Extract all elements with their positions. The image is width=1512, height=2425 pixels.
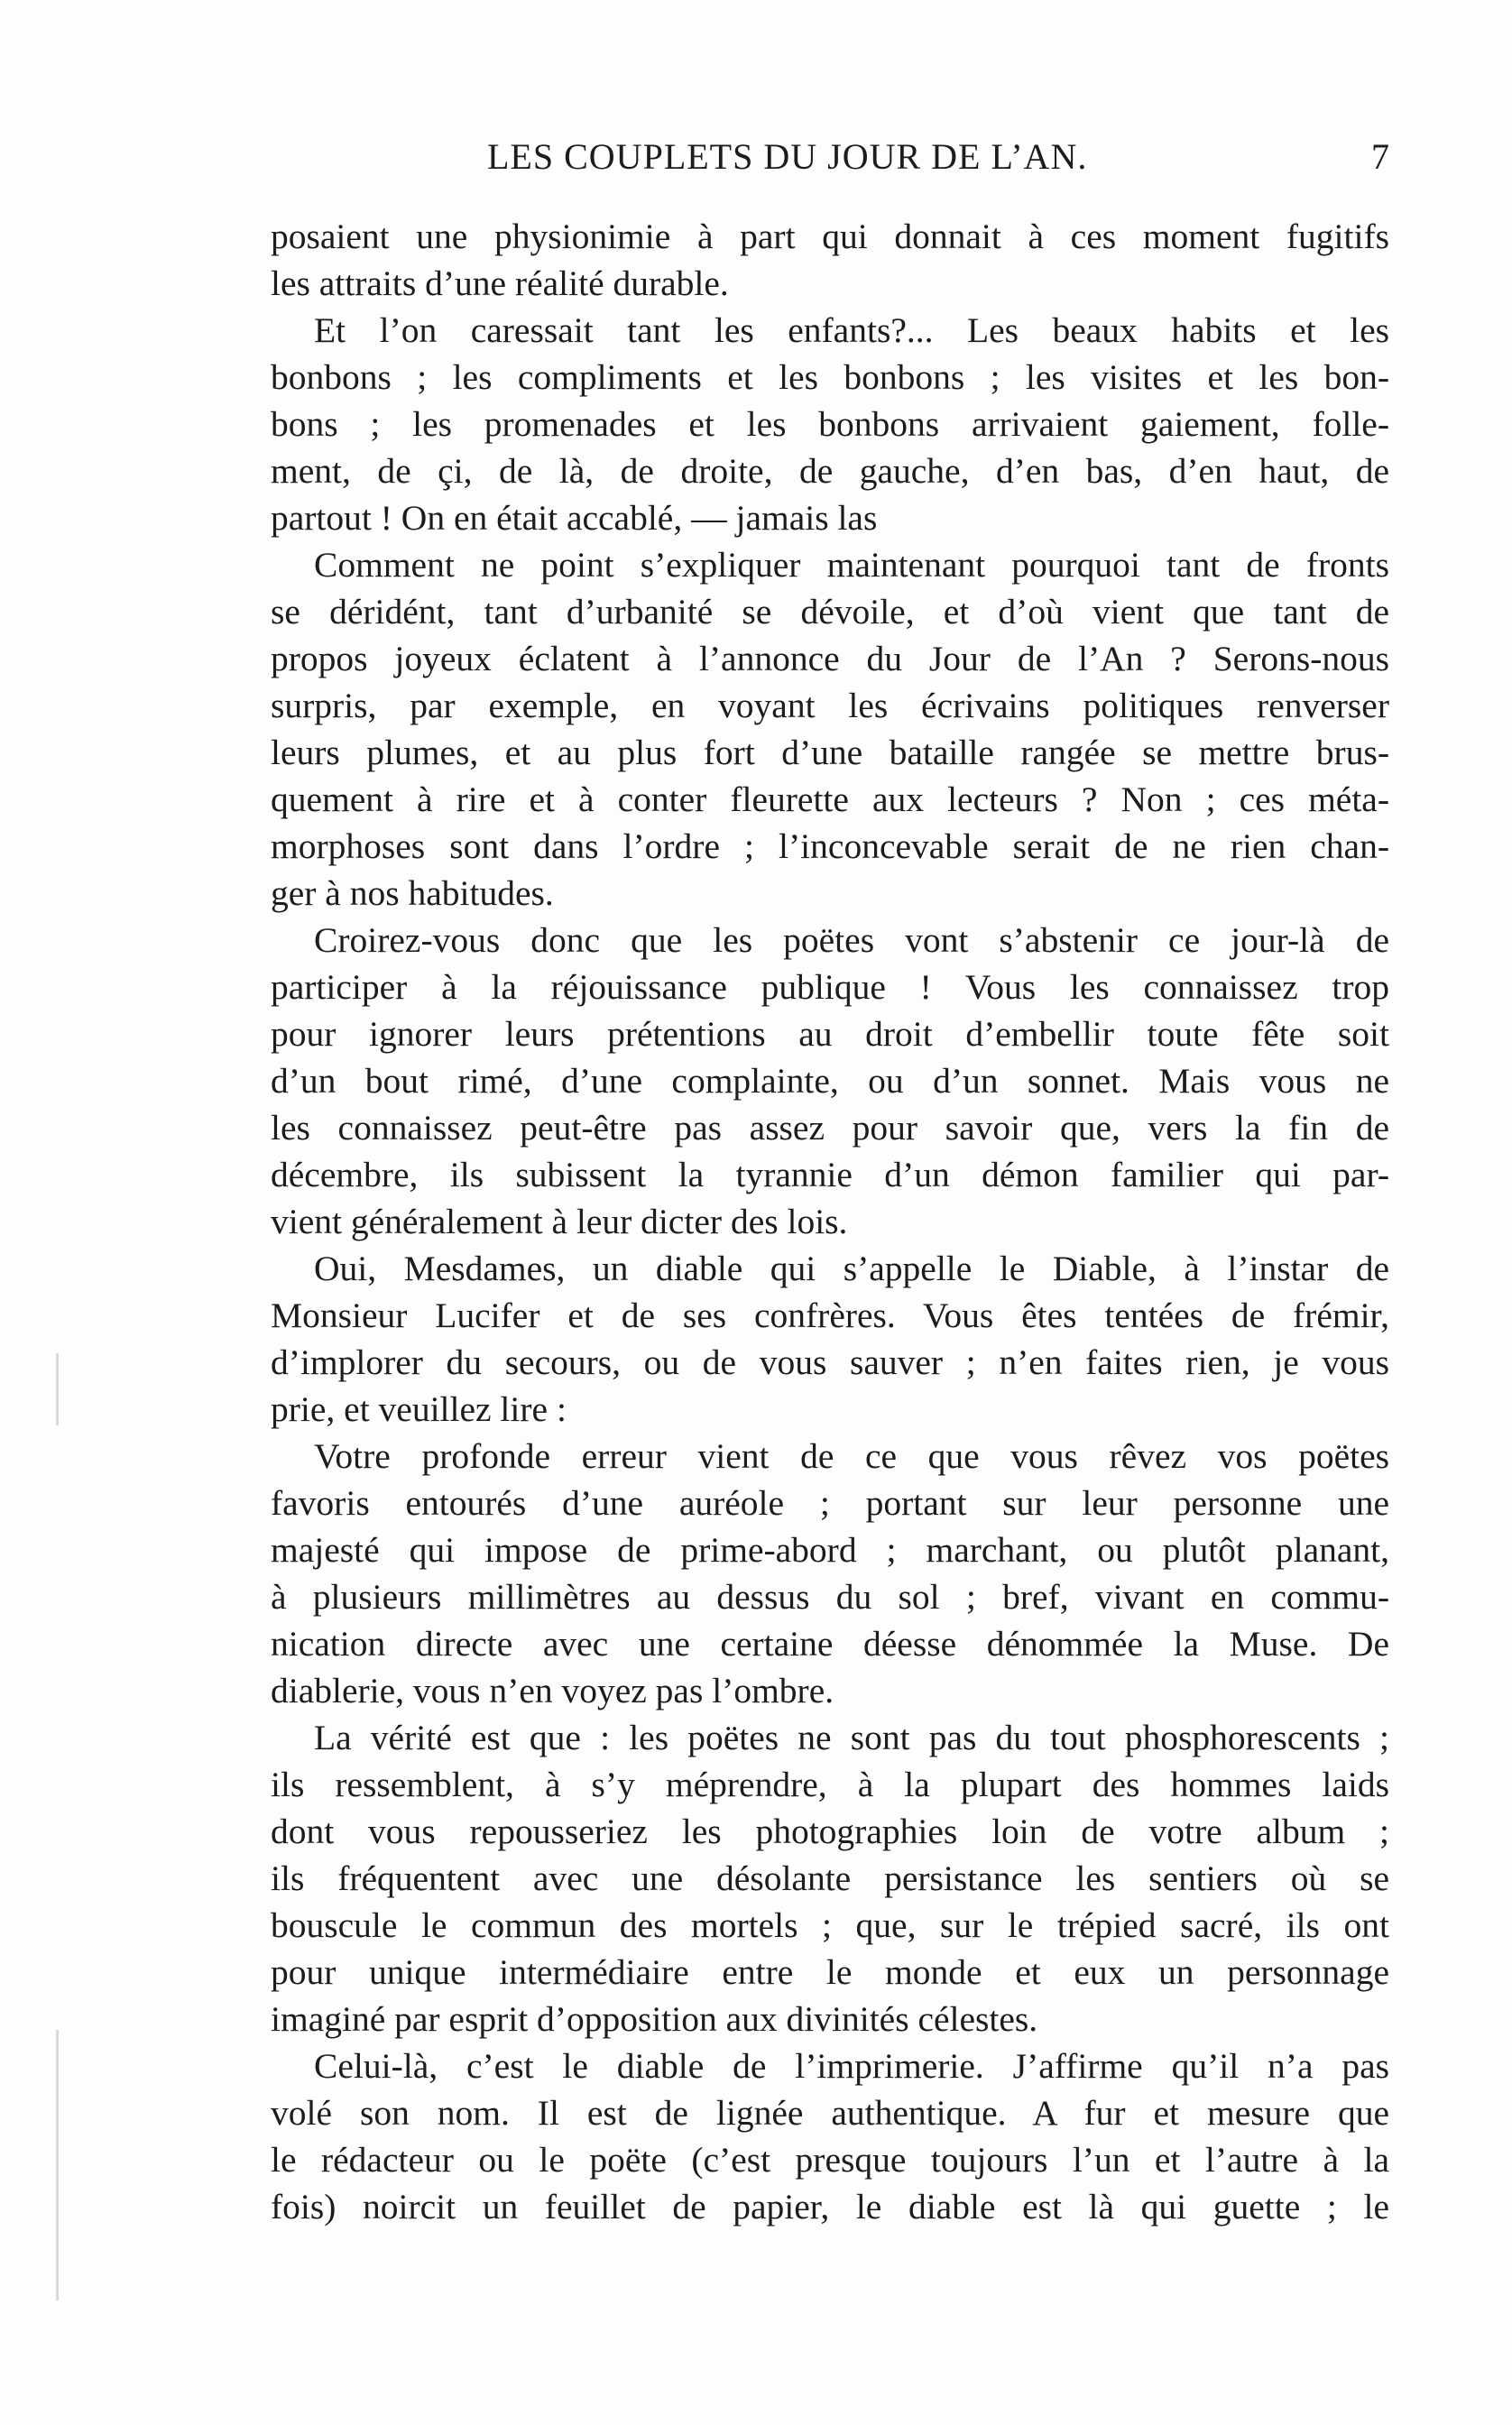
text-line: bonbons ; les compliments et les bonbons ; les visites et les bon- [271, 357, 1389, 397]
text-line: bons ; les promenades et les bonbons arrivaient gaiement, folle- [271, 404, 1389, 444]
text-line: vient généralement à leur dicter des lois. [271, 1202, 848, 1241]
text-line: ment, de çi, de là, de droite, de gauche, d’en bas, d’en haut, de [271, 451, 1389, 491]
margin-scan-mark [56, 2030, 59, 2301]
text-line: posaient une physionimie à part qui donnait à ces moment fugitifs [271, 217, 1389, 256]
text-line: les connaissez peut-être pas assez pour savoir que, vers la fin de [271, 1108, 1389, 1148]
text-line: Comment ne point s’expliquer maintenant pourquoi tant de fronts [314, 545, 1389, 585]
text-line: volé son nom. Il est de lignée authentique. A fur et mesure que [271, 2093, 1389, 2133]
text-line: Oui, Mesdames, un diable qui s’appelle le Diable, à l’instar de [314, 1249, 1389, 1288]
running-title: LES COUPLETS DU JOUR DE L’AN. [487, 136, 1088, 177]
text-line: quement à rire et à conter fleurette aux lecteurs ? Non ; ces méta- [271, 779, 1389, 819]
text-line: bouscule le commun des mortels ; que, sur le trépied sacré, ils ont [271, 1905, 1389, 1945]
text-line: propos joyeux éclatent à l’annonce du Jour de l’An ? Serons-nous [271, 639, 1389, 678]
text-line: leurs plumes, et au plus fort d’une bataille rangée se mettre brus- [271, 733, 1389, 772]
text-line: ils ressemblent, à s’y méprendre, à la plupart des hommes laids [271, 1765, 1389, 1804]
text-line: morphoses sont dans l’ordre ; l’inconcevable serait de ne rien chan- [271, 826, 1389, 866]
text-line: favoris entourés d’une auréole ; portant sur leur personne une [271, 1483, 1389, 1523]
text-line: Celui-là, c’est le diable de l’imprimerie. J’affirme qu’il n’a pas [314, 2046, 1389, 2086]
text-line: prie, et veuillez lire : [271, 1389, 567, 1429]
text-line: majesté qui impose de prime-abord ; marchant, ou plutôt planant, [271, 1530, 1389, 1570]
text-line: Croirez-vous donc que les poëtes vont s’abstenir ce jour-là de [314, 920, 1389, 960]
text-line: pour unique intermédiaire entre le monde et eux un personnage [271, 1952, 1389, 1992]
text-line: le rédacteur ou le poëte (c’est presque toujours l’un et l’autre à la [271, 2140, 1389, 2180]
text-line: partout ! On en était accablé, — jamais las [271, 498, 878, 538]
margin-scan-mark [56, 1353, 59, 1425]
text-line: Votre profonde erreur vient de ce que vous rêvez vos poëtes [314, 1436, 1389, 1476]
page-number: 7 [1371, 136, 1389, 177]
body-text [271, 213, 1389, 2230]
text-line: diablerie, vous n’en voyez pas l’ombre. [271, 1671, 834, 1710]
text-line: se déridént, tant d’urbanité se dévoile, et d’où vient que tant de [271, 592, 1389, 632]
text-line: dont vous repousseriez les photographies loin de votre album ; [271, 1812, 1389, 1851]
text-line: ils fréquentent avec une désolante persistance les sentiers où se [271, 1858, 1389, 1898]
text-line: nication directe avec une certaine déesse dénommée la Muse. De [271, 1624, 1389, 1664]
text-line: fois) noircit un feuillet de papier, le diable est là qui guette ; le [271, 2187, 1389, 2227]
text-line: pour ignorer leurs prétentions au droit d’embellir toute fête soit [271, 1014, 1389, 1054]
text-line: ger à nos habitudes. [271, 873, 554, 913]
page-header [271, 135, 1389, 198]
text-line: surpris, par exemple, en voyant les écrivains politiques renverser [271, 686, 1389, 725]
text-line: décembre, ils subissent la tyrannie d’un démon familier qui par- [271, 1155, 1389, 1194]
text-line: La vérité est que : les poëtes ne sont pas du tout phosphorescents ; [314, 1718, 1389, 1757]
text-line: participer à la réjouissance publique ! Vous les connaissez trop [271, 967, 1389, 1007]
text-line: d’un bout rimé, d’une complainte, ou d’un sonnet. Mais vous ne [271, 1061, 1389, 1101]
text-line: à plusieurs millimètres au dessus du sol ; bref, vivant en commu- [271, 1577, 1389, 1617]
text-line: les attraits d’une réalité durable. [271, 263, 729, 303]
text-line: Monsieur Lucifer et de ses confrères. Vous êtes tentées de frémir, [271, 1295, 1389, 1335]
text-line: imaginé par esprit d’opposition aux divinités célestes. [271, 1999, 1038, 2039]
text-line: Et l’on caressait tant les enfants?... Les beaux habits et les [314, 310, 1389, 350]
text-line: d’implorer du secours, ou de vous sauver ; n’en faites rien, je vous [271, 1342, 1389, 1382]
